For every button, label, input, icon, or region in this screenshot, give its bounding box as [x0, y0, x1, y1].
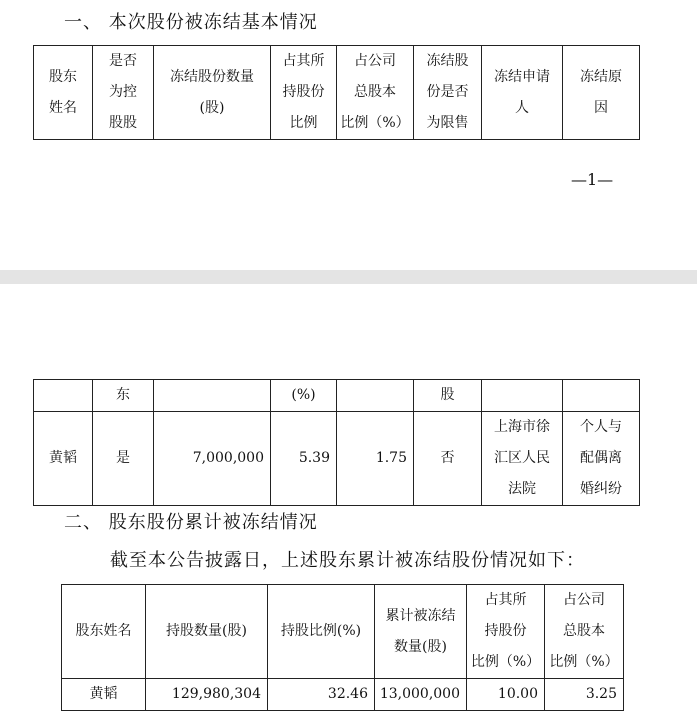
t1-h-is-restricted: 冻结股 份是否 为限售: [414, 46, 482, 140]
t2-h-pct-of-holding: 占其所 持股份 比例（%）: [467, 585, 545, 679]
t2-h-shareholder-name: 股东姓名: [62, 585, 146, 679]
t1-r-controlling: 是: [93, 412, 154, 506]
t2-r-pct-holding: 10.00: [467, 679, 545, 711]
t1-c-4: [337, 380, 414, 412]
table-row: [34, 412, 640, 506]
t1-c-6: [482, 380, 563, 412]
table1-continuation-row: [34, 380, 640, 412]
t1-c-5: 股: [414, 380, 482, 412]
t1-h-frozen-quantity: 冻结股份数量 (股): [154, 46, 271, 140]
t2-r-cumulative-frozen: 13,000,000: [375, 679, 467, 711]
t1-c-0: [34, 380, 93, 412]
table2-header-row: [62, 585, 624, 679]
t1-r-reason: 个人与 配偶离 婚纠纷: [563, 412, 640, 506]
t2-h-pct-of-total: 占公司 总股本 比例（%）: [545, 585, 624, 679]
t1-r-applicant: 上海市徐 汇区人民 法院: [482, 412, 563, 506]
t1-h-shareholder-name: 股东 姓名: [34, 46, 93, 140]
summary-paragraph: 截至本公告披露日，上述股东累计被冻结股份情况如下：: [110, 550, 585, 571]
t1-r-frozen-qty: 7,000,000: [154, 412, 271, 506]
t1-h-applicant: 冻结申请 人: [482, 46, 563, 140]
t1-h-pct-of-holding: 占其所 持股份 比例: [271, 46, 337, 140]
t1-r-name: 黄韬: [34, 412, 93, 506]
page-number: —1—: [571, 170, 614, 189]
t1-h-reason: 冻结原 因: [563, 46, 640, 140]
t2-r-holding-qty: 129,980,304: [146, 679, 268, 711]
t1-c-2: [154, 380, 271, 412]
t1-h-is-controlling: 是否 为控 股股: [93, 46, 154, 140]
t1-c-3: (%): [271, 380, 337, 412]
t1-r-pct-holding: 5.39: [271, 412, 337, 506]
freeze-table-header: [33, 45, 640, 140]
cumulative-freeze-table: [61, 584, 624, 711]
section1-title: 一、 本次股份被冻结基本情况: [64, 12, 318, 33]
page-break: [0, 270, 697, 284]
t2-r-name: 黄韬: [62, 679, 146, 711]
t1-c-7: [563, 380, 640, 412]
t2-h-cumulative-frozen: 累计被冻结 数量(股): [375, 585, 467, 679]
t2-h-holding-qty: 持股数量(股): [146, 585, 268, 679]
freeze-table-continued: [33, 379, 640, 506]
section2-title: 二、 股东股份累计被冻结情况: [64, 512, 318, 533]
table1-header-row: [34, 46, 640, 140]
t1-c-1: 东: [93, 380, 154, 412]
t1-r-restricted: 否: [414, 412, 482, 506]
t2-r-holding-pct: 32.46: [268, 679, 375, 711]
t1-h-pct-of-total: 占公司 总股本 比例（%）: [337, 46, 414, 140]
t1-r-pct-total: 1.75: [337, 412, 414, 506]
t2-r-pct-total: 3.25: [545, 679, 624, 711]
table-row: [62, 679, 624, 711]
t2-h-holding-pct: 持股比例(%): [268, 585, 375, 679]
